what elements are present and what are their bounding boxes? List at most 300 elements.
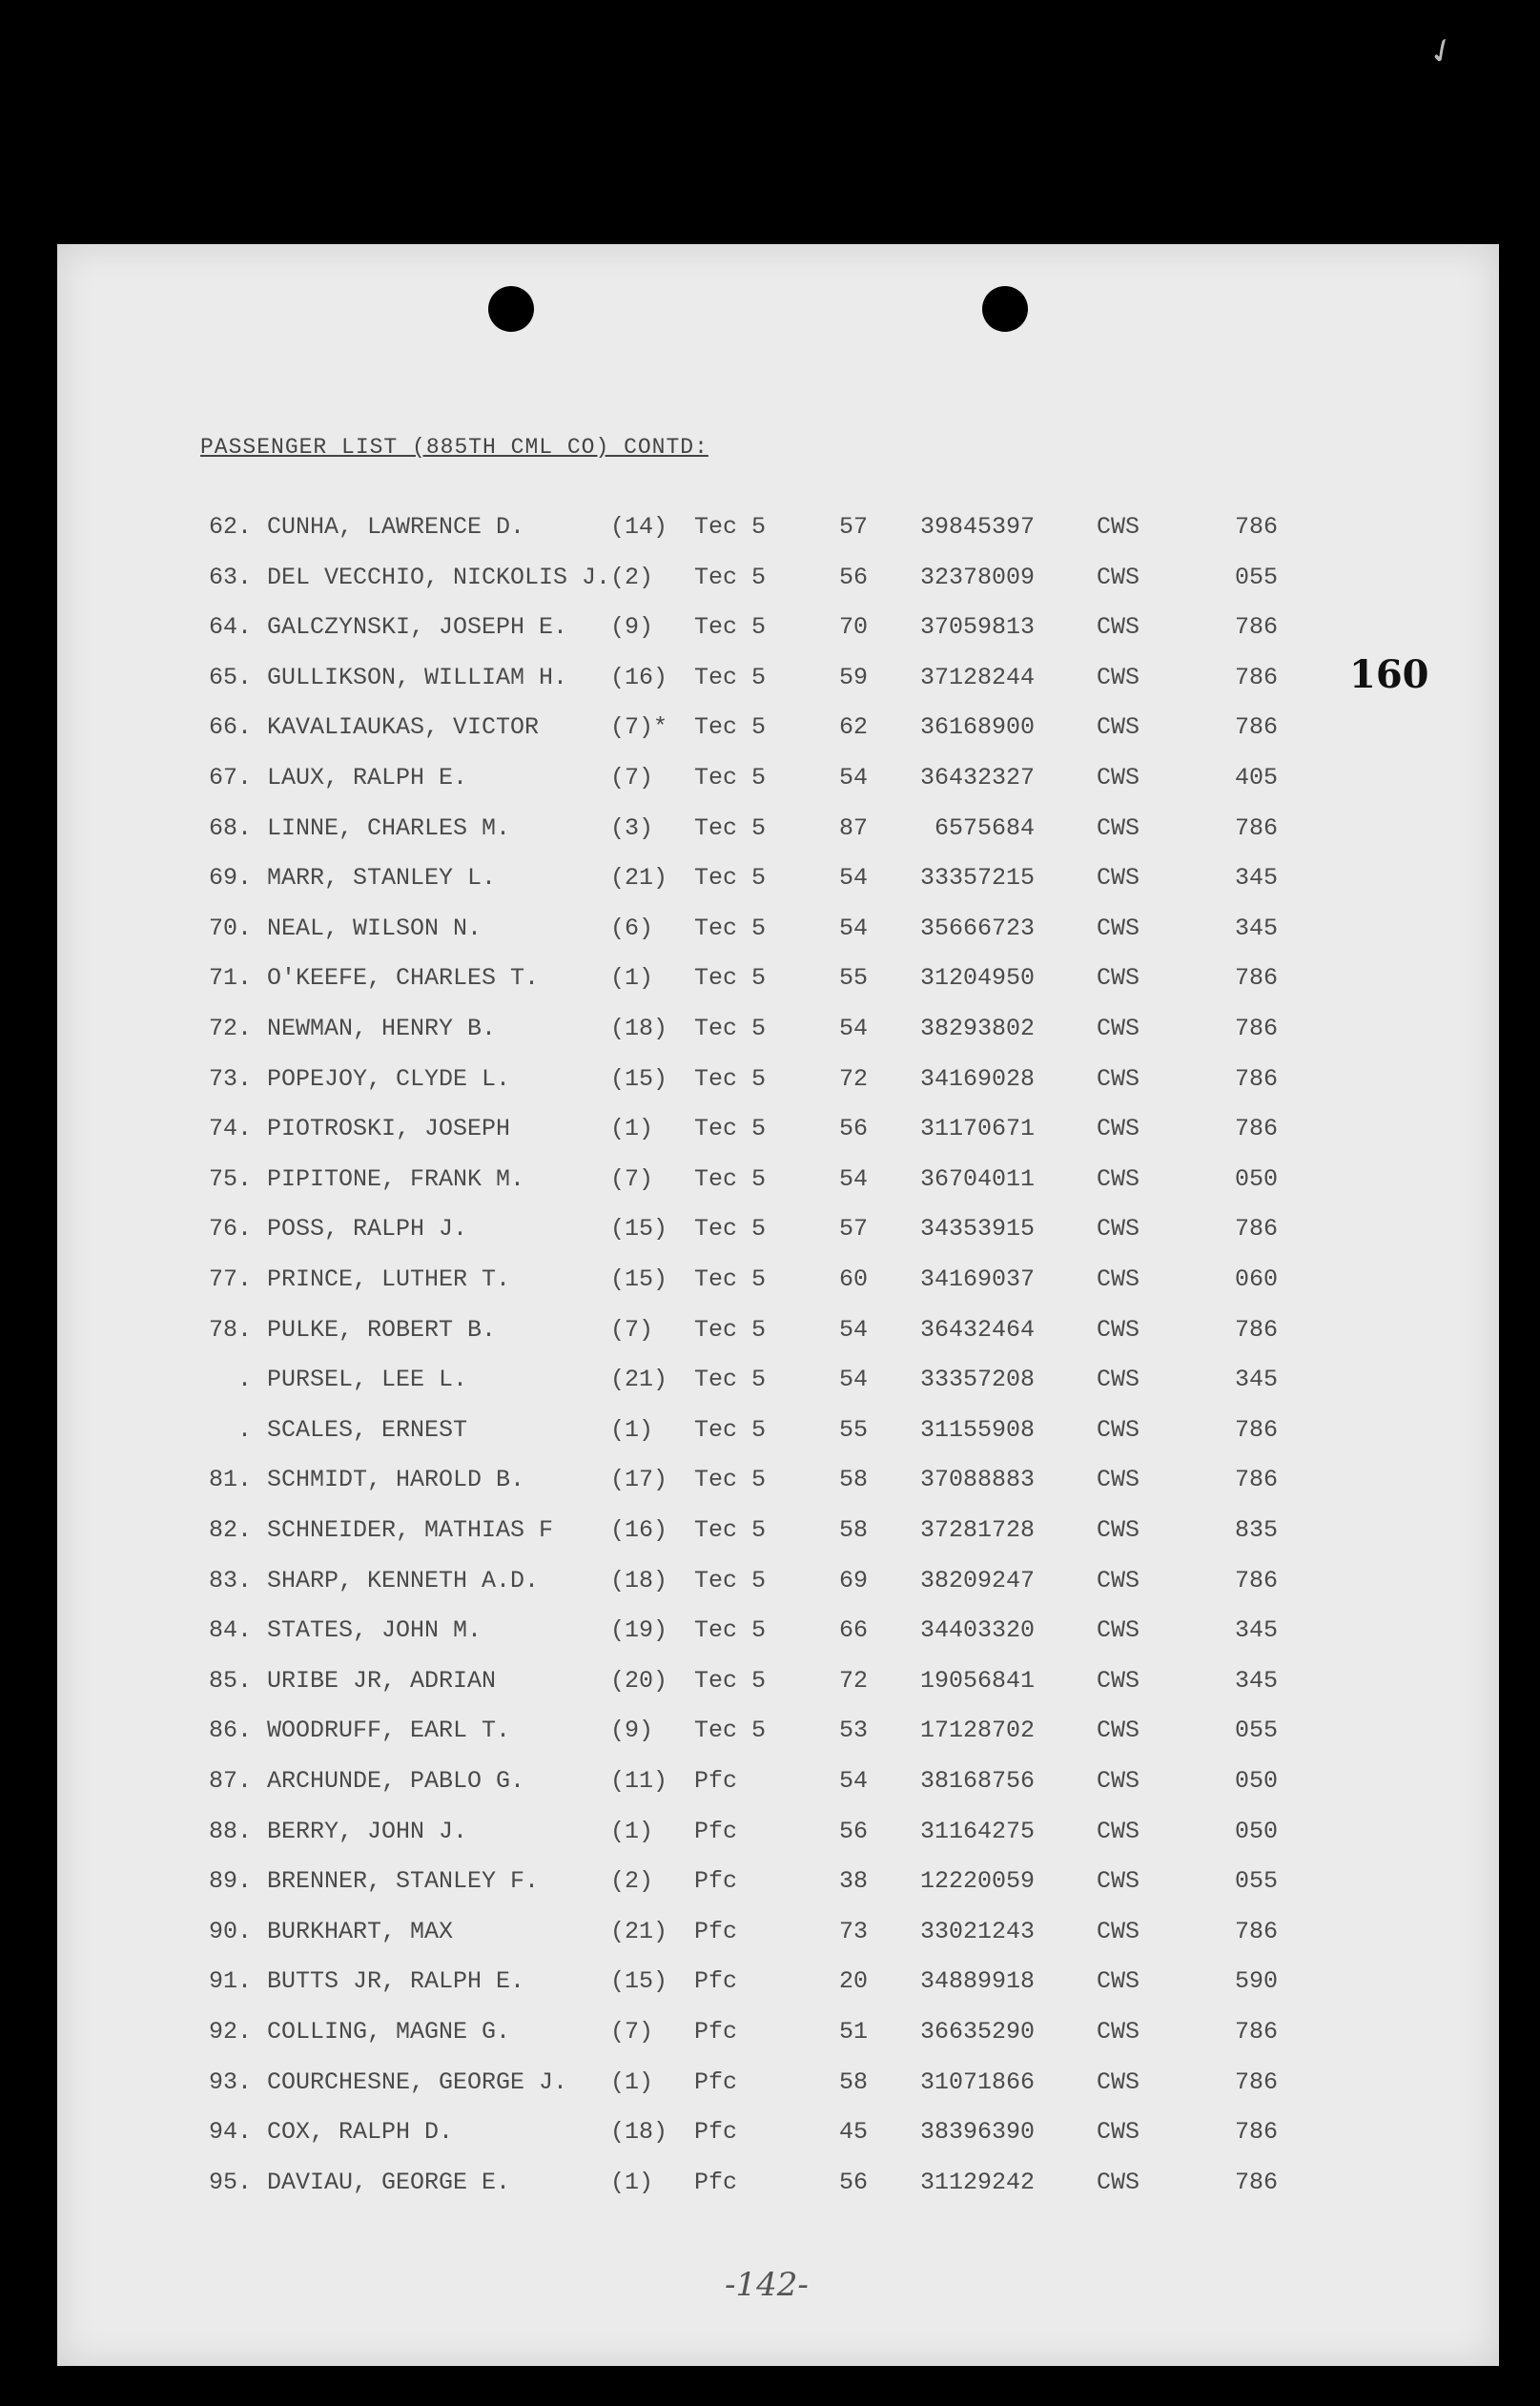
- cell-num: 63.: [208, 563, 252, 591]
- cell-branch: CWS: [1097, 1164, 1140, 1193]
- cell-ord: (18): [610, 1015, 668, 1042]
- cell-ord: (20): [610, 1666, 668, 1695]
- cell-name: GULLIKSON, WILLIAM H.: [267, 663, 568, 691]
- page-number: -142-: [725, 2266, 809, 2304]
- cell-name: O'KEEFE, CHARLES T.: [267, 964, 540, 993]
- cell-mos: 786: [1234, 713, 1278, 742]
- cell-branch: CWS: [1097, 1616, 1140, 1645]
- cell-ord: (2): [610, 563, 654, 591]
- cell-serial: 34353915: [919, 1215, 1035, 1244]
- list-row: [57, 564, 1499, 602]
- list-row: [57, 864, 1499, 902]
- cell-code: 54: [838, 1315, 868, 1344]
- cell-mos: 055: [1234, 1867, 1278, 1896]
- cell-ord: (1): [610, 2067, 654, 2096]
- cell-serial: 38396390: [919, 2118, 1035, 2147]
- cell-name: MARR, STANLEY L.: [267, 864, 497, 893]
- cell-branch: CWS: [1097, 1917, 1140, 1945]
- cell-name: WOODRUFF, EARL T.: [267, 1717, 511, 1745]
- cell-code: 53: [838, 1717, 868, 1745]
- cell-code: 57: [838, 513, 868, 541]
- cell-branch: CWS: [1097, 1817, 1140, 1845]
- list-row: [57, 513, 1499, 551]
- cell-name: NEWMAN, HENRY B.: [267, 1015, 497, 1042]
- cell-code: 55: [838, 1415, 868, 1444]
- list-row: [57, 1767, 1499, 1805]
- list-row: [57, 2018, 1499, 2056]
- cell-branch: CWS: [1097, 1767, 1140, 1795]
- cell-name: BRENNER, STANLEY F.: [267, 1867, 540, 1896]
- cell-branch: CWS: [1097, 764, 1140, 792]
- cell-mos: 786: [1234, 1566, 1278, 1594]
- cell-num: 68.: [208, 813, 252, 842]
- cell-mos: 786: [1234, 2118, 1278, 2147]
- cell-num: 91.: [208, 1967, 252, 1996]
- cell-name: ARCHUNDE, PABLO G.: [267, 1767, 525, 1795]
- list-row: [57, 1265, 1499, 1304]
- cell-code: 54: [838, 864, 868, 893]
- list-row: [57, 1967, 1499, 2005]
- page-header: PASSENGER LIST (885TH CML CO) CONTD:: [200, 435, 708, 460]
- cell-serial: 32378009: [919, 563, 1035, 591]
- cell-num: 74.: [208, 1115, 252, 1143]
- cell-code: 69: [838, 1566, 868, 1594]
- cell-code: 59: [838, 663, 868, 691]
- cell-mos: 050: [1234, 1817, 1278, 1845]
- cell-serial: 35666723: [919, 914, 1035, 942]
- cell-code: 72: [838, 1666, 868, 1695]
- cell-rank: Tec 5: [694, 764, 767, 792]
- list-row: [57, 2068, 1499, 2107]
- cell-ord: (7)*: [610, 713, 668, 742]
- cell-name: BURKHART, MAX: [267, 1917, 454, 1945]
- cell-branch: CWS: [1097, 2067, 1140, 2096]
- cell-ord: (3): [610, 813, 654, 842]
- cell-num: 87.: [208, 1767, 252, 1795]
- cell-code: 60: [838, 1265, 868, 1293]
- cell-branch: CWS: [1097, 1366, 1140, 1394]
- list-row: [57, 2169, 1499, 2207]
- cell-branch: CWS: [1097, 1516, 1140, 1544]
- cell-num: 75.: [208, 1164, 252, 1193]
- cell-code: 54: [838, 1767, 868, 1795]
- cell-ord: (19): [610, 1616, 668, 1645]
- cell-rank: Pfc: [694, 1967, 738, 1996]
- cell-rank: Tec 5: [694, 914, 767, 942]
- cell-mos: 786: [1234, 1466, 1278, 1494]
- cell-rank: Pfc: [694, 1917, 738, 1945]
- cell-serial: 31071866: [919, 2067, 1035, 2096]
- cell-ord: (16): [610, 1516, 668, 1544]
- cell-rank: Pfc: [694, 1767, 738, 1795]
- cell-mos: 835: [1234, 1516, 1278, 1544]
- cell-name: PIPITONE, FRANK M.: [267, 1164, 525, 1193]
- cell-mos: 345: [1234, 1366, 1278, 1394]
- cell-num: 64.: [208, 613, 252, 642]
- cell-rank: Tec 5: [694, 864, 767, 893]
- cell-name: COLLING, MAGNE G.: [267, 2018, 511, 2046]
- list-row: [57, 1316, 1499, 1354]
- cell-serial: 37128244: [919, 663, 1035, 691]
- cell-code: 57: [838, 1215, 868, 1244]
- cell-code: 54: [838, 914, 868, 942]
- cell-ord: (2): [610, 1867, 654, 1896]
- cell-branch: CWS: [1097, 1115, 1140, 1143]
- punch-hole: [488, 286, 534, 332]
- cell-rank: Pfc: [694, 2168, 738, 2196]
- cell-num: 88.: [208, 1817, 252, 1845]
- cell-num: 85.: [208, 1666, 252, 1695]
- cell-name: DEL VECCHIO, NICKOLIS J.: [267, 563, 611, 591]
- cell-code: 56: [838, 563, 868, 591]
- cell-code: 51: [838, 2018, 868, 2046]
- cell-mos: 786: [1234, 1015, 1278, 1042]
- cell-rank: Tec 5: [694, 1566, 767, 1594]
- cell-ord: (17): [610, 1466, 668, 1494]
- cell-name: GALCZYNSKI, JOSEPH E.: [267, 613, 568, 642]
- cell-branch: CWS: [1097, 663, 1140, 691]
- cell-ord: (6): [610, 914, 654, 942]
- cell-serial: 38168756: [919, 1767, 1035, 1795]
- cell-num: 93.: [208, 2067, 252, 2096]
- cell-branch: CWS: [1097, 513, 1140, 541]
- cell-num: 81.: [208, 1466, 252, 1494]
- cell-ord: (15): [610, 1215, 668, 1244]
- cell-mos: 345: [1234, 1616, 1278, 1645]
- cell-name: SCHNEIDER, MATHIAS F: [267, 1516, 554, 1544]
- cell-num: 69.: [208, 864, 252, 893]
- cell-name: URIBE JR, ADRIAN: [267, 1666, 497, 1695]
- cell-code: 20: [838, 1967, 868, 1996]
- cell-num: 83.: [208, 1566, 252, 1594]
- cell-mos: 786: [1234, 1415, 1278, 1444]
- cell-mos: 345: [1234, 914, 1278, 942]
- cell-name: PULKE, ROBERT B.: [267, 1315, 497, 1344]
- cell-branch: CWS: [1097, 1265, 1140, 1293]
- cell-name: LINNE, CHARLES M.: [267, 813, 511, 842]
- cell-num: 90.: [208, 1917, 252, 1945]
- cell-rank: Tec 5: [694, 1215, 767, 1244]
- cell-branch: CWS: [1097, 964, 1140, 993]
- cell-ord: (7): [610, 2018, 654, 2046]
- cell-serial: 37059813: [919, 613, 1035, 642]
- cell-rank: Tec 5: [694, 713, 767, 742]
- punch-hole: [982, 286, 1028, 332]
- cell-branch: CWS: [1097, 1064, 1140, 1093]
- cell-mos: 590: [1234, 1967, 1278, 1996]
- cell-branch: CWS: [1097, 1466, 1140, 1494]
- cell-mos: 786: [1234, 513, 1278, 541]
- cell-num: 76.: [208, 1215, 252, 1244]
- cell-ord: (7): [610, 1164, 654, 1193]
- cell-rank: Tec 5: [694, 1366, 767, 1394]
- cell-code: 87: [838, 813, 868, 842]
- cell-ord: (1): [610, 2168, 654, 2196]
- cell-ord: (7): [610, 1315, 654, 1344]
- cell-serial: 34169037: [919, 1265, 1035, 1293]
- cell-name: BUTTS JR, RALPH E.: [267, 1967, 525, 1996]
- cell-code: 70: [838, 613, 868, 642]
- cell-num: 78.: [208, 1315, 252, 1344]
- cell-ord: (1): [610, 1115, 654, 1143]
- cell-serial: 31164275: [919, 1817, 1035, 1845]
- cell-name: LAUX, RALPH E.: [267, 764, 468, 792]
- cell-num: 77.: [208, 1265, 252, 1293]
- cell-serial: 6575684: [934, 813, 1035, 842]
- cell-rank: Tec 5: [694, 1717, 767, 1745]
- cell-num: 86.: [208, 1717, 252, 1745]
- cell-branch: CWS: [1097, 813, 1140, 842]
- cell-code: 56: [838, 2168, 868, 2196]
- cell-serial: 39845397: [919, 513, 1035, 541]
- cell-name: STATES, JOHN M.: [267, 1616, 483, 1645]
- cell-code: 54: [838, 764, 868, 792]
- cell-mos: 055: [1234, 1717, 1278, 1745]
- cell-name: DAVIAU, GEORGE E.: [267, 2168, 511, 2196]
- cell-code: 56: [838, 1115, 868, 1143]
- cell-name: NEAL, WILSON N.: [267, 914, 483, 942]
- cell-mos: 786: [1234, 813, 1278, 842]
- cell-serial: 33357215: [919, 864, 1035, 893]
- cell-rank: Tec 5: [694, 663, 767, 691]
- list-row: [57, 664, 1499, 702]
- cell-serial: 36704011: [919, 1164, 1035, 1193]
- cell-name: PRINCE, LUTHER T.: [267, 1265, 511, 1293]
- cell-serial: 31155908: [919, 1415, 1035, 1444]
- cell-serial: 37088883: [919, 1466, 1035, 1494]
- cell-branch: CWS: [1097, 1717, 1140, 1745]
- cell-mos: 405: [1234, 764, 1278, 792]
- cell-name: CUNHA, LAWRENCE D.: [267, 513, 525, 541]
- list-row: [57, 1165, 1499, 1203]
- cell-rank: Tec 5: [694, 1516, 767, 1544]
- list-row: [57, 1616, 1499, 1655]
- cell-ord: (15): [610, 1265, 668, 1293]
- cell-num: 82.: [208, 1516, 252, 1544]
- list-row: [57, 1818, 1499, 1856]
- cell-mos: 786: [1234, 1315, 1278, 1344]
- cell-ord: (21): [610, 1917, 668, 1945]
- cell-ord: (15): [610, 1967, 668, 1996]
- cell-code: 56: [838, 1817, 868, 1845]
- cell-code: 72: [838, 1064, 868, 1093]
- cell-name: COURCHESNE, GEORGE J.: [267, 2067, 568, 2096]
- cell-rank: Tec 5: [694, 613, 767, 642]
- list-row: [57, 713, 1499, 751]
- cell-rank: Tec 5: [694, 513, 767, 541]
- cell-serial: 37281728: [919, 1516, 1035, 1544]
- cell-mos: 060: [1234, 1265, 1278, 1293]
- cell-ord: (9): [610, 613, 654, 642]
- corner-mark: ✓: [1423, 29, 1463, 78]
- cell-code: 54: [838, 1164, 868, 1193]
- cell-rank: Tec 5: [694, 1265, 767, 1293]
- cell-ord: (18): [610, 1566, 668, 1594]
- cell-rank: Tec 5: [694, 1666, 767, 1695]
- cell-mos: 050: [1234, 1164, 1278, 1193]
- cell-ord: (11): [610, 1767, 668, 1795]
- list-row: [57, 1516, 1499, 1554]
- cell-num: 84.: [208, 1616, 252, 1645]
- cell-serial: 33021243: [919, 1917, 1035, 1945]
- cell-mos: 345: [1234, 1666, 1278, 1695]
- cell-num: 72.: [208, 1015, 252, 1042]
- cell-ord: (21): [610, 1366, 668, 1394]
- list-row: [57, 964, 1499, 1002]
- cell-name: POPEJOY, CLYDE L.: [267, 1064, 511, 1093]
- cell-serial: 31129242: [919, 2168, 1035, 2196]
- cell-serial: 38209247: [919, 1566, 1035, 1594]
- cell-num: 70.: [208, 914, 252, 942]
- cell-ord: (15): [610, 1064, 668, 1093]
- cell-num: 94.: [208, 2118, 252, 2147]
- cell-num: 89.: [208, 1867, 252, 1896]
- page-stamp: 160: [1349, 652, 1429, 697]
- cell-mos: 055: [1234, 563, 1278, 591]
- cell-branch: CWS: [1097, 1015, 1140, 1042]
- list-row: [57, 915, 1499, 953]
- list-row: [57, 2118, 1499, 2156]
- list-row: [57, 1667, 1499, 1705]
- cell-rank: Tec 5: [694, 964, 767, 993]
- cell-serial: 36432464: [919, 1315, 1035, 1344]
- cell-num: 71.: [208, 964, 252, 993]
- cell-num: 65.: [208, 663, 252, 691]
- cell-mos: 786: [1234, 1115, 1278, 1143]
- cell-rank: Tec 5: [694, 1064, 767, 1093]
- cell-rank: Tec 5: [694, 1616, 767, 1645]
- cell-ord: (14): [610, 513, 668, 541]
- cell-name: KAVALIAUKAS, VICTOR: [267, 713, 540, 742]
- cell-rank: Pfc: [694, 1867, 738, 1896]
- cell-serial: 34889918: [919, 1967, 1035, 1996]
- cell-branch: CWS: [1097, 864, 1140, 893]
- cell-num: .: [236, 1415, 252, 1444]
- cell-serial: 33357208: [919, 1366, 1035, 1394]
- cell-num: 67.: [208, 764, 252, 792]
- cell-num: 73.: [208, 1064, 252, 1093]
- cell-code: 58: [838, 1516, 868, 1544]
- cell-rank: Tec 5: [694, 1015, 767, 1042]
- cell-code: 66: [838, 1616, 868, 1645]
- cell-name: PIOTROSKI, JOSEPH: [267, 1115, 511, 1143]
- list-row: [57, 1717, 1499, 1755]
- list-row: [57, 1416, 1499, 1454]
- cell-branch: CWS: [1097, 2118, 1140, 2147]
- cell-branch: CWS: [1097, 1215, 1140, 1244]
- cell-code: 38: [838, 1867, 868, 1896]
- cell-serial: 31204950: [919, 964, 1035, 993]
- list-row: [57, 1567, 1499, 1605]
- cell-serial: 12220059: [919, 1867, 1035, 1896]
- cell-branch: CWS: [1097, 1666, 1140, 1695]
- list-row: [57, 1867, 1499, 1905]
- cell-mos: 786: [1234, 2168, 1278, 2196]
- cell-code: 62: [838, 713, 868, 742]
- cell-name: COX, RALPH D.: [267, 2118, 454, 2147]
- cell-serial: 34403320: [919, 1616, 1035, 1645]
- cell-num: .: [236, 1366, 252, 1394]
- cell-mos: 786: [1234, 2067, 1278, 2096]
- cell-name: SCALES, ERNEST: [267, 1415, 468, 1444]
- cell-num: 62.: [208, 513, 252, 541]
- cell-branch: CWS: [1097, 1415, 1140, 1444]
- cell-mos: 786: [1234, 1917, 1278, 1945]
- cell-ord: (1): [610, 1415, 654, 1444]
- cell-code: 73: [838, 1917, 868, 1945]
- cell-mos: 786: [1234, 2018, 1278, 2046]
- cell-name: PURSEL, LEE L.: [267, 1366, 468, 1394]
- cell-branch: CWS: [1097, 2018, 1140, 2046]
- cell-branch: CWS: [1097, 914, 1140, 942]
- cell-mos: 786: [1234, 663, 1278, 691]
- list-row: [57, 1115, 1499, 1153]
- cell-serial: 19056841: [919, 1666, 1035, 1695]
- cell-serial: 36168900: [919, 713, 1035, 742]
- cell-rank: Pfc: [694, 2018, 738, 2046]
- cell-mos: 786: [1234, 964, 1278, 993]
- list-row: [57, 1918, 1499, 1956]
- cell-branch: CWS: [1097, 1967, 1140, 1996]
- cell-mos: 050: [1234, 1767, 1278, 1795]
- list-row: [57, 1065, 1499, 1103]
- cell-code: 55: [838, 964, 868, 993]
- cell-name: POSS, RALPH J.: [267, 1215, 468, 1244]
- cell-rank: Tec 5: [694, 1415, 767, 1444]
- cell-ord: (16): [610, 663, 668, 691]
- cell-name: SCHMIDT, HAROLD B.: [267, 1466, 525, 1494]
- cell-ord: (9): [610, 1717, 654, 1745]
- cell-ord: (1): [610, 1817, 654, 1845]
- list-row: [57, 1215, 1499, 1253]
- cell-rank: Tec 5: [694, 813, 767, 842]
- list-row: [57, 1466, 1499, 1504]
- document-page: [57, 244, 1499, 2366]
- list-row: [57, 764, 1499, 802]
- cell-rank: Tec 5: [694, 1164, 767, 1193]
- list-row: [57, 613, 1499, 651]
- cell-code: 54: [838, 1366, 868, 1394]
- cell-serial: 31170671: [919, 1115, 1035, 1143]
- cell-num: 66.: [208, 713, 252, 742]
- cell-name: SHARP, KENNETH A.D.: [267, 1566, 540, 1594]
- cell-code: 45: [838, 2118, 868, 2147]
- cell-ord: (18): [610, 2118, 668, 2147]
- cell-num: 92.: [208, 2018, 252, 2046]
- cell-mos: 786: [1234, 613, 1278, 642]
- cell-serial: 34169028: [919, 1064, 1035, 1093]
- cell-branch: CWS: [1097, 563, 1140, 591]
- cell-num: 95.: [208, 2168, 252, 2196]
- cell-branch: CWS: [1097, 1315, 1140, 1344]
- cell-branch: CWS: [1097, 2168, 1140, 2196]
- cell-ord: (1): [610, 964, 654, 993]
- cell-mos: 345: [1234, 864, 1278, 893]
- cell-serial: 36635290: [919, 2018, 1035, 2046]
- cell-code: 54: [838, 1015, 868, 1042]
- cell-mos: 786: [1234, 1064, 1278, 1093]
- cell-serial: 38293802: [919, 1015, 1035, 1042]
- cell-rank: Tec 5: [694, 1315, 767, 1344]
- cell-rank: Pfc: [694, 2118, 738, 2147]
- cell-serial: 36432327: [919, 764, 1035, 792]
- cell-rank: Pfc: [694, 1817, 738, 1845]
- list-row: [57, 814, 1499, 853]
- cell-mos: 786: [1234, 1215, 1278, 1244]
- cell-ord: (7): [610, 764, 654, 792]
- cell-code: 58: [838, 2067, 868, 2096]
- cell-branch: CWS: [1097, 1566, 1140, 1594]
